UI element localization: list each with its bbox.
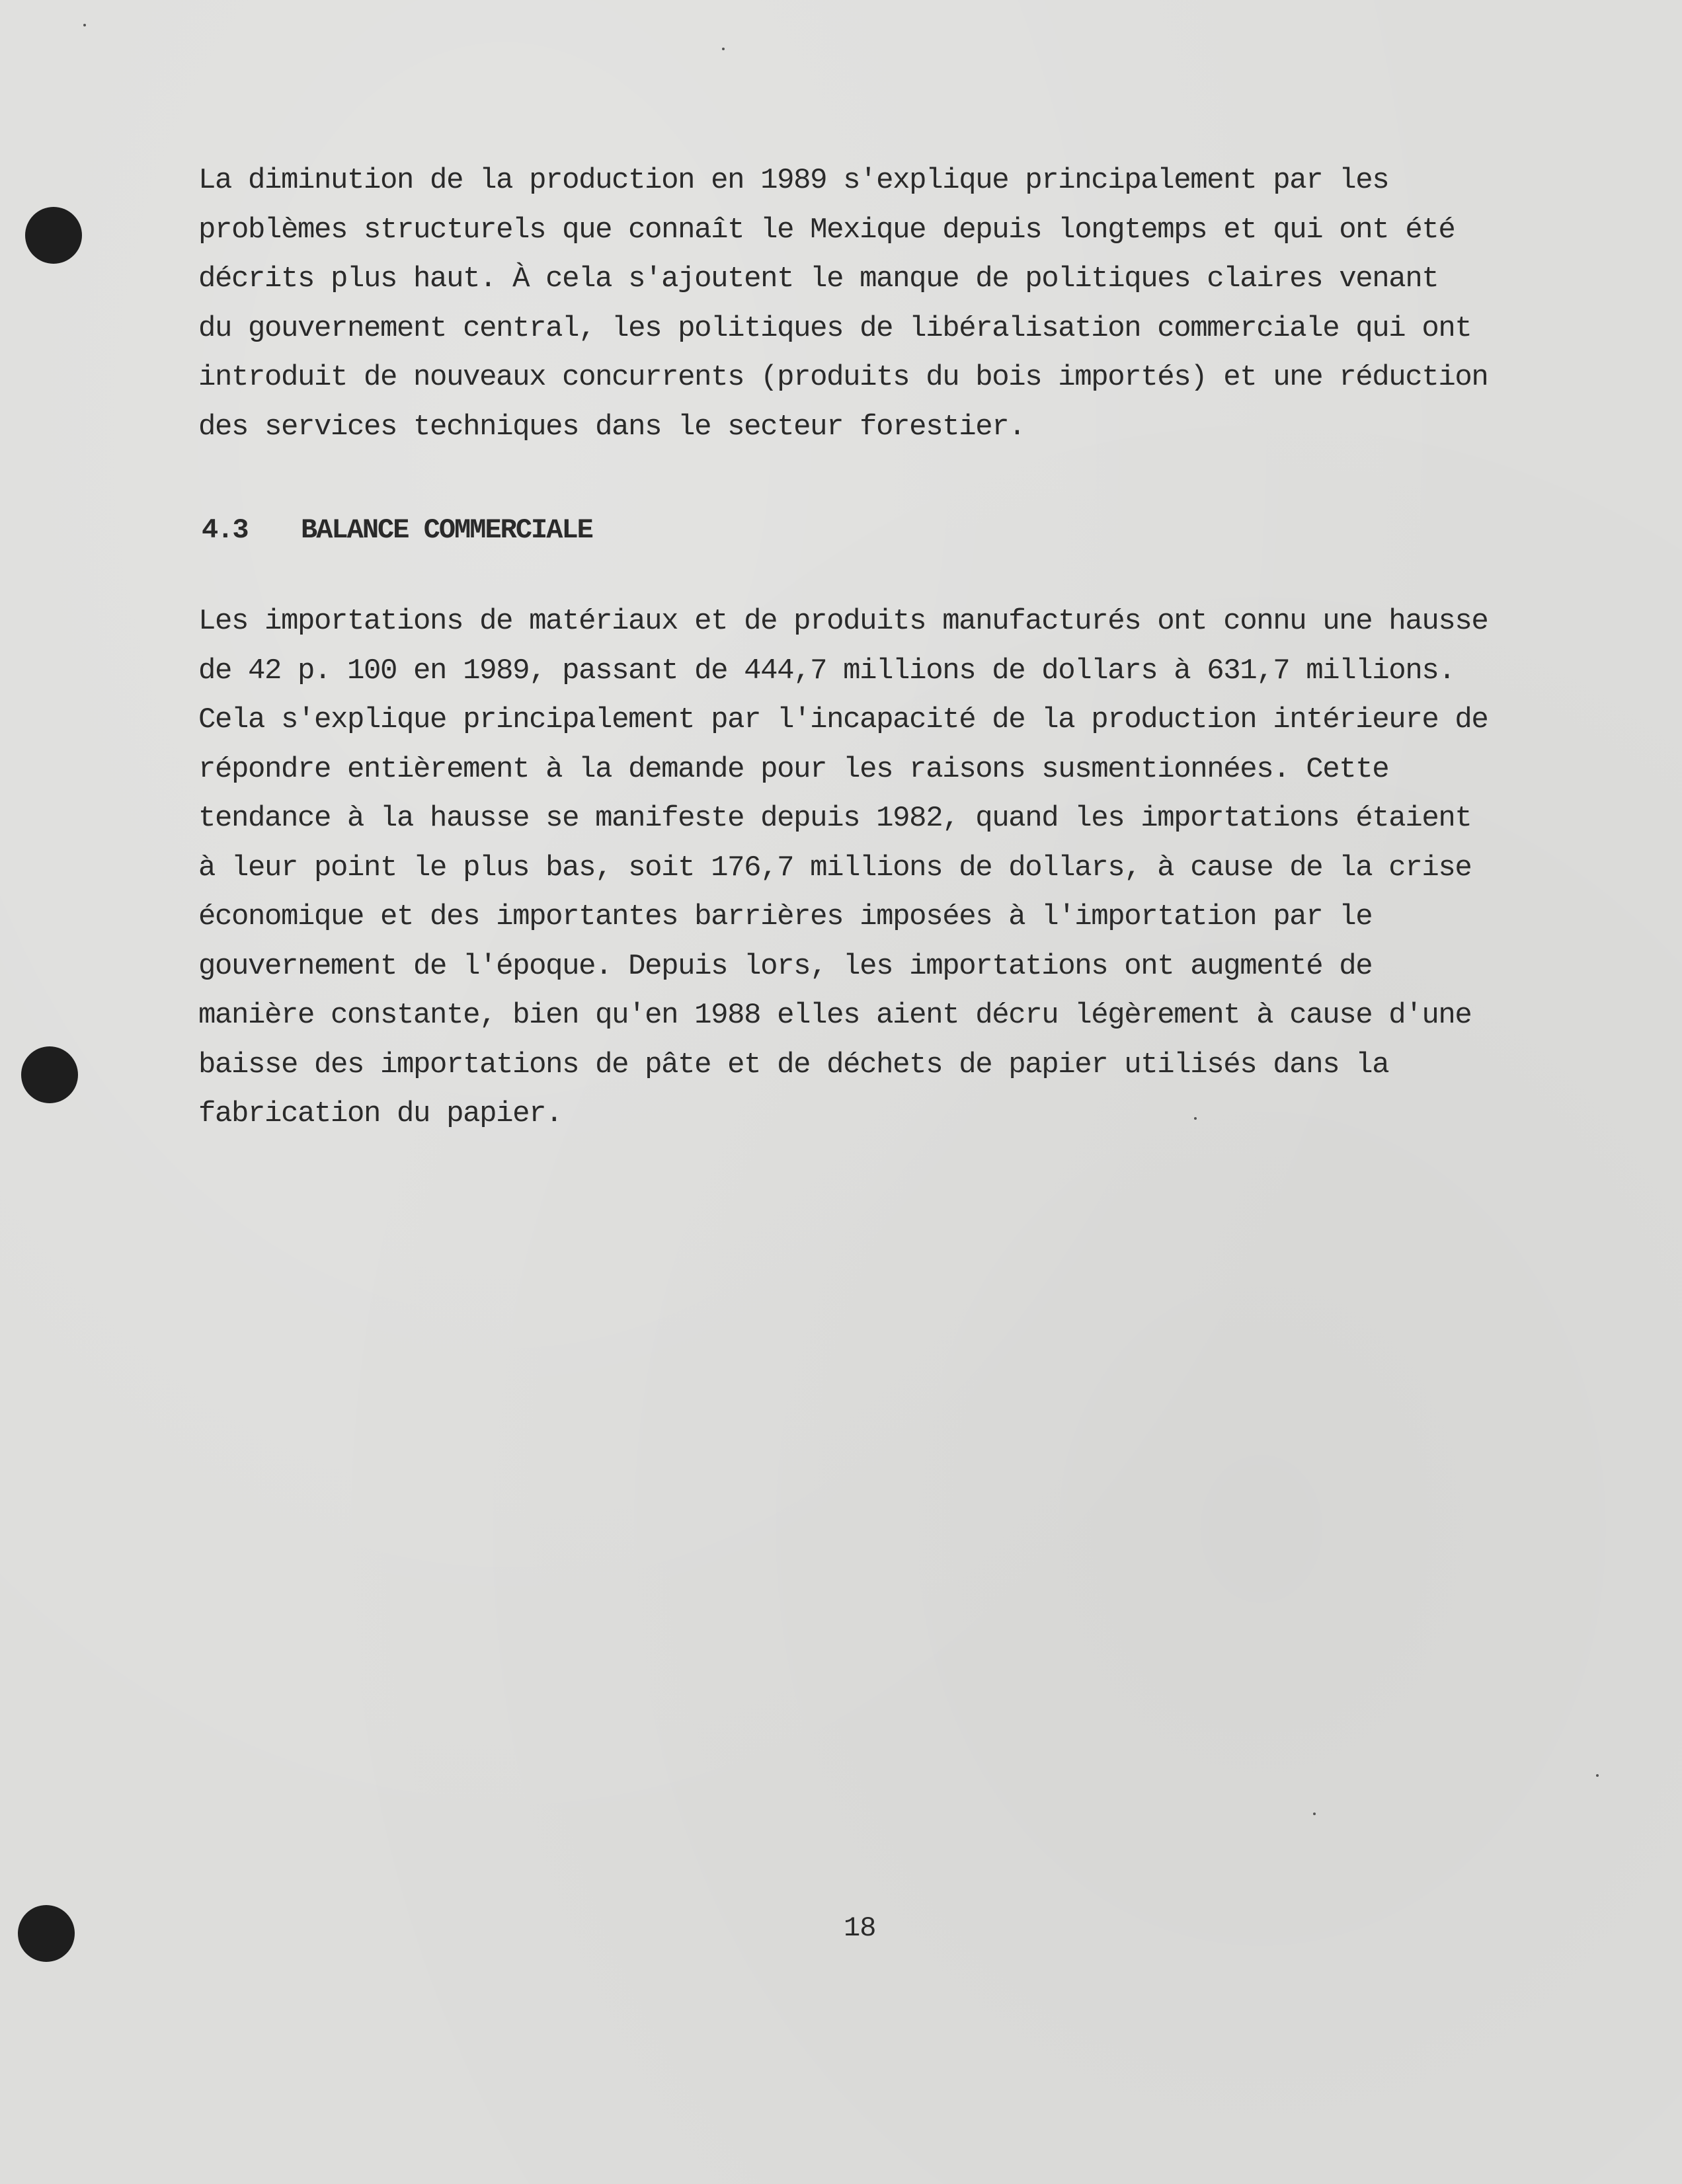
punch-hole [21,1046,78,1103]
paper-speck [722,48,725,50]
text-line: introduit de nouveaux concurrents (produits du bois importés) et une réduction [198,361,1488,394]
text-line: fabrication du papier. [198,1097,563,1130]
text-line: Cela s'explique principalement par l'incapacité de la production intérieure de [198,703,1488,736]
paper-speck [1596,1774,1599,1777]
paper-speck [1313,1813,1316,1815]
text-line: problèmes structurels que connaît le Mexique depuis longtemps et qui ont été [198,213,1455,247]
page-number: 18 [844,1912,876,1944]
section-title: BALANCE COMMERCIALE [301,514,592,546]
paper-speck [83,24,86,26]
paragraph-trade-balance [198,597,1507,1139]
text-line: décrits plus haut. À cela s'ajoutent le manque de politiques claires venant [198,262,1439,295]
section-number: 4.3 [202,514,248,546]
punch-hole [25,207,82,264]
text-line: répondre entièrement à la demande pour les raisons susmentionnées. Cette [198,752,1389,786]
punch-hole [18,1905,75,1962]
text-line: à leur point le plus bas, soit 176,7 millions de dollars, à cause de la crise [198,851,1472,884]
text-line: tendance à la hausse se manifeste depuis 1982, quand les importations étaient [198,802,1472,835]
text-line: des services techniques dans le secteur forestier. [198,410,1025,444]
text-line: économique et des importantes barrières imposées à l'importation par le [198,900,1373,933]
text-line: manière constante, bien qu'en 1988 elles aient décru légèrement à cause d'une [198,999,1472,1032]
text-line: du gouvernement central, les politiques de libéralisation commerciale qui ont [198,311,1472,345]
text-line: de 42 p. 100 en 1989, passant de 444,7 millions de dollars à 631,7 millions. [198,654,1455,687]
text-line: Les importations de matériaux et de produits manufacturés ont connu une hausse [198,605,1488,638]
text-line: baisse des importations de pâte et de déchets de papier utilisés dans la [198,1048,1389,1081]
text-line: gouvernement de l'époque. Depuis lors, les importations ont augmenté de [198,949,1373,983]
paragraph-production-decline [198,156,1507,451]
section-heading [202,514,592,546]
text-line: La diminution de la production en 1989 s'explique principalement par les [198,164,1389,197]
